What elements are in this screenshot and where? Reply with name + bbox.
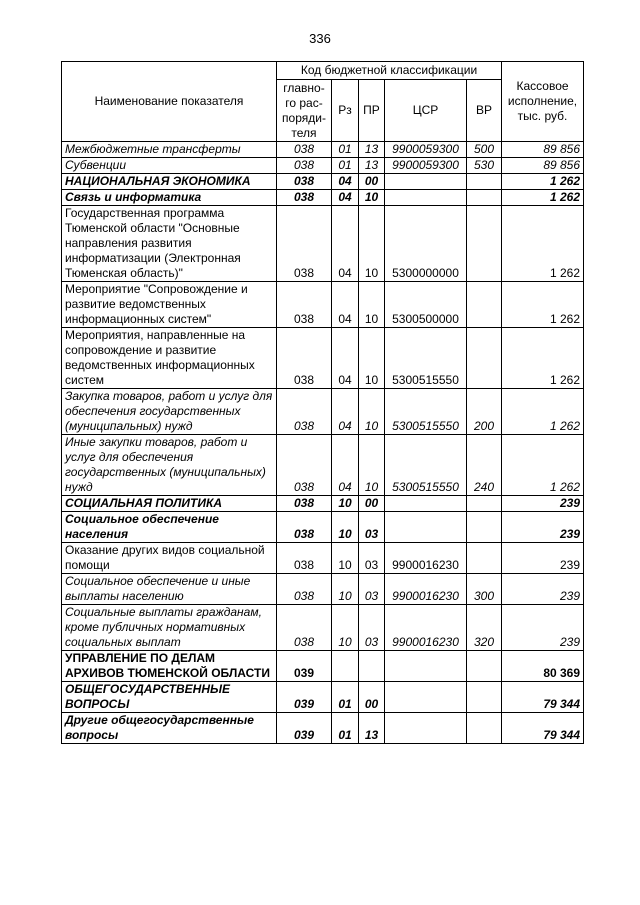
cell-name: Мероприятия, направленные на сопровождение и развитие ведомственных информационных систем xyxy=(62,328,277,389)
cell-vr xyxy=(467,174,502,190)
cell-sum: 80 369 xyxy=(502,651,584,682)
cell-glav: 038 xyxy=(277,158,332,174)
cell-rz: 04 xyxy=(332,190,359,206)
cell-pr: 10 xyxy=(359,435,385,496)
cell-csr: 5300515550 xyxy=(385,328,467,389)
cell-pr: 00 xyxy=(359,682,385,713)
cell-rz: 01 xyxy=(332,142,359,158)
cell-vr xyxy=(467,282,502,328)
cell-csr: 9900016230 xyxy=(385,574,467,605)
cell-csr: 5300000000 xyxy=(385,206,467,282)
cell-name: Другие общегосударственные вопросы xyxy=(62,713,277,744)
cell-sum: 239 xyxy=(502,496,584,512)
cell-rz: 04 xyxy=(332,435,359,496)
cell-sum: 239 xyxy=(502,543,584,574)
cell-pr: 03 xyxy=(359,543,385,574)
cell-glav: 039 xyxy=(277,713,332,744)
cell-vr: 240 xyxy=(467,435,502,496)
cell-vr xyxy=(467,496,502,512)
cell-name: Иные закупки товаров, работ и услуг для обеспечения государственных (муниципальных) нужд xyxy=(62,435,277,496)
table-row xyxy=(62,206,584,282)
cell-glav: 038 xyxy=(277,328,332,389)
table-body xyxy=(62,142,584,744)
table-row xyxy=(62,605,584,651)
header-glav: главно-го рас-поряди-теля xyxy=(277,80,332,142)
cell-vr xyxy=(467,190,502,206)
cell-glav: 038 xyxy=(277,174,332,190)
cell-csr: 9900059300 xyxy=(385,158,467,174)
cell-sum: 239 xyxy=(502,605,584,651)
cell-vr xyxy=(467,206,502,282)
cell-vr xyxy=(467,543,502,574)
cell-rz xyxy=(332,651,359,682)
table-row xyxy=(62,682,584,713)
cell-name: ОБЩЕГОСУДАРСТВЕННЫЕ ВОПРОСЫ xyxy=(62,682,277,713)
table-row xyxy=(62,512,584,543)
cell-vr: 320 xyxy=(467,605,502,651)
cell-rz: 01 xyxy=(332,682,359,713)
cell-csr xyxy=(385,190,467,206)
table-row xyxy=(62,158,584,174)
cell-pr: 00 xyxy=(359,174,385,190)
cell-sum: 79 344 xyxy=(502,682,584,713)
cell-name: Связь и информатика xyxy=(62,190,277,206)
cell-sum: 1 262 xyxy=(502,190,584,206)
cell-glav: 038 xyxy=(277,435,332,496)
cell-glav: 039 xyxy=(277,651,332,682)
cell-name: УПРАВЛЕНИЕ ПО ДЕЛАМ АРХИВОВ ТЮМЕНСКОЙ ОБЛАСТИ xyxy=(62,651,277,682)
cell-glav: 038 xyxy=(277,389,332,435)
table-row xyxy=(62,574,584,605)
cell-sum: 1 262 xyxy=(502,174,584,190)
cell-pr: 03 xyxy=(359,605,385,651)
table-row xyxy=(62,328,584,389)
cell-glav: 038 xyxy=(277,512,332,543)
cell-pr: 10 xyxy=(359,206,385,282)
cell-pr: 13 xyxy=(359,142,385,158)
cell-glav: 038 xyxy=(277,496,332,512)
cell-sum: 1 262 xyxy=(502,282,584,328)
cell-rz: 01 xyxy=(332,158,359,174)
cell-vr xyxy=(467,328,502,389)
cell-name: Мероприятие "Сопровождение и развитие ведомственных информационных систем" xyxy=(62,282,277,328)
cell-pr: 03 xyxy=(359,512,385,543)
cell-pr: 13 xyxy=(359,158,385,174)
header-code-group: Код бюджетной классификации xyxy=(277,62,502,80)
cell-sum: 79 344 xyxy=(502,713,584,744)
table-row xyxy=(62,389,584,435)
cell-csr: 9900016230 xyxy=(385,605,467,651)
header-sum: Кассовое исполнение, тыс. руб. xyxy=(502,62,584,142)
cell-sum: 1 262 xyxy=(502,206,584,282)
cell-sum: 239 xyxy=(502,574,584,605)
cell-glav: 038 xyxy=(277,543,332,574)
cell-csr: 9900016230 xyxy=(385,543,467,574)
cell-name: Субвенции xyxy=(62,158,277,174)
cell-csr: 5300515550 xyxy=(385,389,467,435)
cell-rz: 10 xyxy=(332,605,359,651)
cell-sum: 89 856 xyxy=(502,142,584,158)
table-row xyxy=(62,496,584,512)
cell-pr: 03 xyxy=(359,574,385,605)
cell-name: Межбюджетные трансферты xyxy=(62,142,277,158)
cell-glav: 038 xyxy=(277,206,332,282)
budget-table xyxy=(61,61,584,744)
header-rz: Рз xyxy=(332,80,359,142)
cell-vr: 530 xyxy=(467,158,502,174)
table-row xyxy=(62,174,584,190)
cell-csr xyxy=(385,682,467,713)
cell-rz: 04 xyxy=(332,389,359,435)
cell-pr: 10 xyxy=(359,328,385,389)
cell-name: Социальные выплаты гражданам, кроме публичных нормативных социальных выплат xyxy=(62,605,277,651)
cell-csr: 5300515550 xyxy=(385,435,467,496)
cell-glav: 038 xyxy=(277,282,332,328)
cell-name: Социальное обеспечение и иные выплаты населению xyxy=(62,574,277,605)
cell-rz: 10 xyxy=(332,574,359,605)
cell-sum: 239 xyxy=(502,512,584,543)
cell-vr xyxy=(467,651,502,682)
table-row xyxy=(62,435,584,496)
cell-rz: 10 xyxy=(332,543,359,574)
page-number: 336 xyxy=(309,31,331,46)
cell-name: Государственная программа Тюменской области "Основные направления развития информатизации (Электронная Тюменская область)" xyxy=(62,206,277,282)
cell-pr: 10 xyxy=(359,389,385,435)
cell-glav: 038 xyxy=(277,142,332,158)
cell-pr: 13 xyxy=(359,713,385,744)
cell-rz: 10 xyxy=(332,512,359,543)
cell-rz: 01 xyxy=(332,713,359,744)
cell-rz: 04 xyxy=(332,206,359,282)
cell-pr: 00 xyxy=(359,496,385,512)
cell-csr: 9900059300 xyxy=(385,142,467,158)
cell-sum: 1 262 xyxy=(502,328,584,389)
cell-vr: 300 xyxy=(467,574,502,605)
cell-pr: 10 xyxy=(359,282,385,328)
cell-glav: 039 xyxy=(277,682,332,713)
cell-csr xyxy=(385,713,467,744)
table-row xyxy=(62,543,584,574)
cell-sum: 1 262 xyxy=(502,389,584,435)
cell-rz: 10 xyxy=(332,496,359,512)
cell-name: Оказание других видов социальной помощи xyxy=(62,543,277,574)
cell-rz: 04 xyxy=(332,282,359,328)
cell-vr xyxy=(467,682,502,713)
cell-csr: 5300500000 xyxy=(385,282,467,328)
cell-vr xyxy=(467,512,502,543)
cell-rz: 04 xyxy=(332,328,359,389)
table-row xyxy=(62,282,584,328)
table-row xyxy=(62,713,584,744)
cell-name: НАЦИОНАЛЬНАЯ ЭКОНОМИКА xyxy=(62,174,277,190)
cell-sum: 1 262 xyxy=(502,435,584,496)
cell-glav: 038 xyxy=(277,190,332,206)
cell-csr xyxy=(385,512,467,543)
header-csr: ЦСР xyxy=(385,80,467,142)
table-row xyxy=(62,142,584,158)
cell-name: СОЦИАЛЬНАЯ ПОЛИТИКА xyxy=(62,496,277,512)
cell-pr xyxy=(359,651,385,682)
header-name: Наименование показателя xyxy=(62,62,277,142)
cell-vr xyxy=(467,713,502,744)
cell-name: Социальное обеспечение населения xyxy=(62,512,277,543)
table-row xyxy=(62,190,584,206)
cell-vr: 500 xyxy=(467,142,502,158)
cell-rz: 04 xyxy=(332,174,359,190)
cell-csr xyxy=(385,496,467,512)
cell-csr xyxy=(385,651,467,682)
cell-sum: 89 856 xyxy=(502,158,584,174)
cell-glav: 038 xyxy=(277,574,332,605)
cell-pr: 10 xyxy=(359,190,385,206)
cell-csr xyxy=(385,174,467,190)
header-vr: ВР xyxy=(467,80,502,142)
cell-vr: 200 xyxy=(467,389,502,435)
cell-name: Закупка товаров, работ и услуг для обеспечения государственных (муниципальных) нужд xyxy=(62,389,277,435)
header-pr: ПР xyxy=(359,80,385,142)
table-row xyxy=(62,651,584,682)
cell-glav: 038 xyxy=(277,605,332,651)
